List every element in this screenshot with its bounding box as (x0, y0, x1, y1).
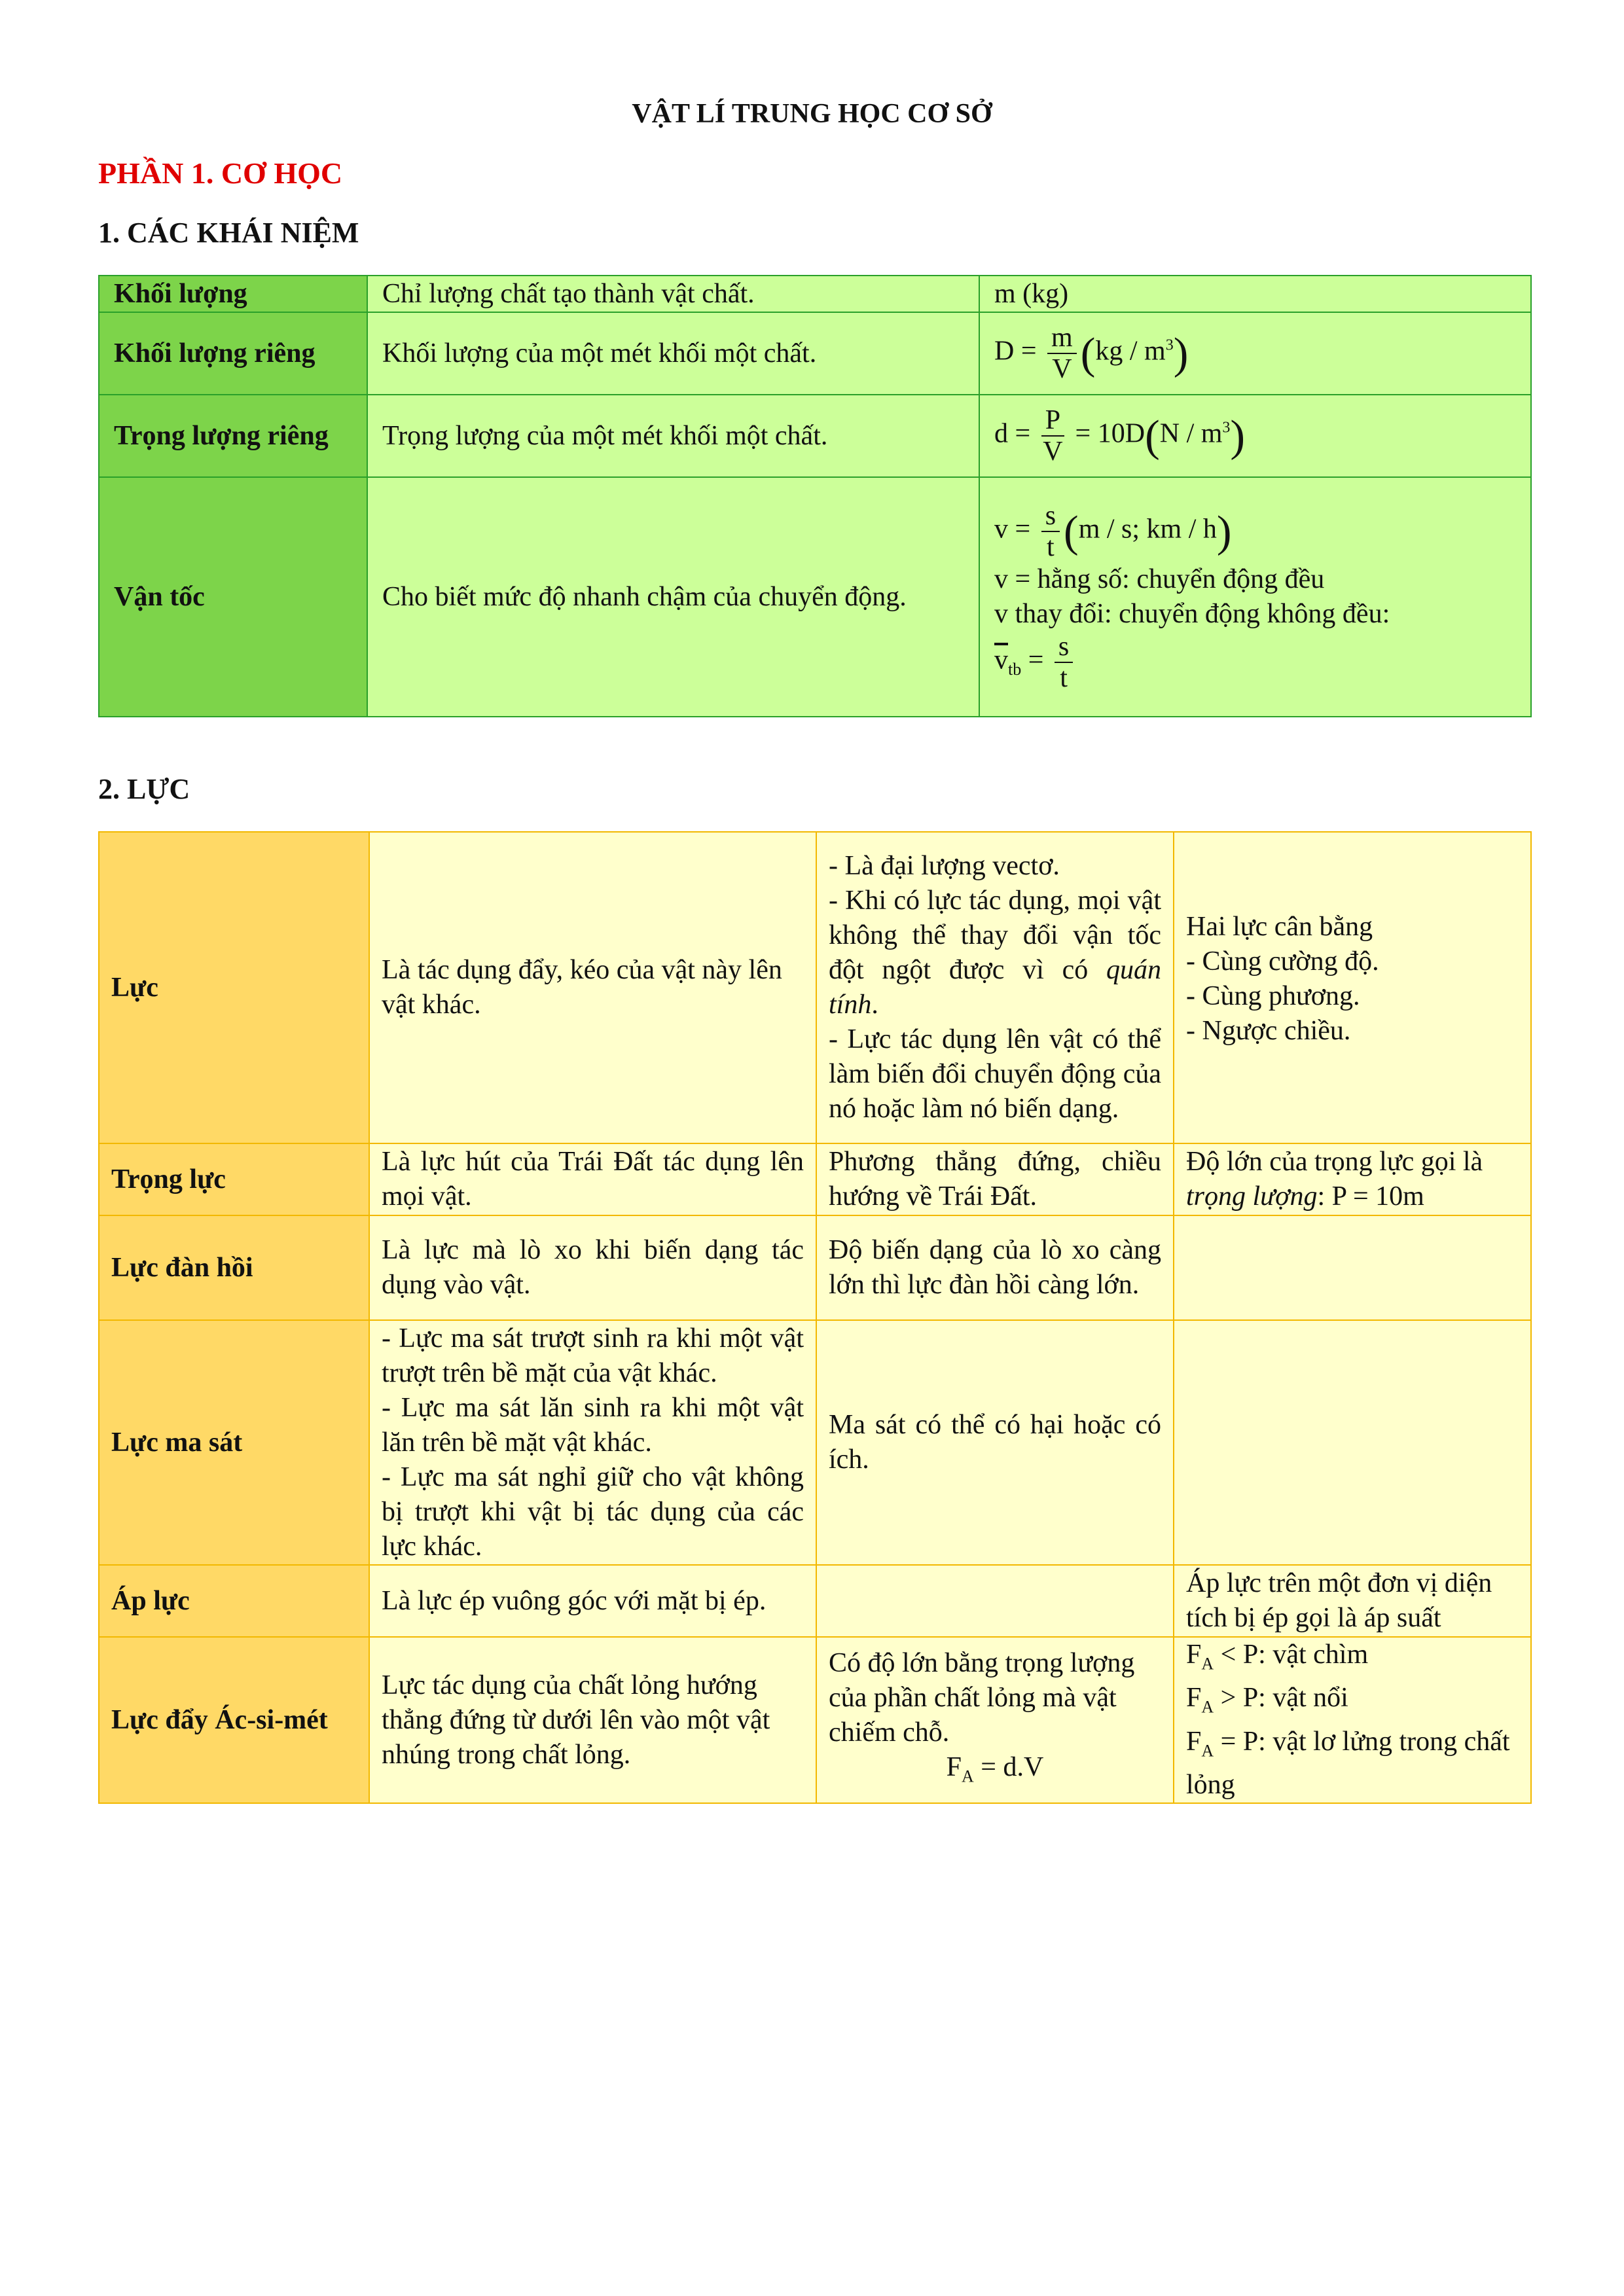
note-text: : P = 10m (1317, 1181, 1424, 1211)
desc-line: - Lực ma sát nghỉ giữ cho vật không bị trượt khi vật bị tác dụng của các lực khác. (382, 1462, 804, 1562)
property-line (829, 884, 1161, 1022)
formula-sub: A (962, 1767, 974, 1786)
table-row (99, 312, 1531, 395)
concepts-table (98, 275, 1532, 717)
avg-equals: = (1028, 645, 1044, 675)
desc-line: - Lực ma sát lăn sinh ra khi một vật lăn trên bề mặt vật khác. (382, 1392, 804, 1458)
table-row (99, 477, 1531, 717)
note-cell (1174, 1320, 1531, 1565)
forces-table (98, 831, 1532, 1804)
formula-cell: v = $\frac{s}{t}$ (m / s; km / h) v = hằng số: chuyển động đều v thay đổi: chuyển động không đều: $\overline{v}_{tb}$ = $\frac{s}{t}$ (979, 477, 1531, 717)
denominator: V (1052, 354, 1072, 384)
desc-cell (369, 1320, 816, 1565)
property-cell (816, 832, 1174, 1143)
term-cell: Áp lực (99, 1565, 369, 1637)
inertia-term: quán tính (829, 955, 1162, 1020)
denominator: V (1043, 437, 1063, 467)
table-row (99, 395, 1531, 477)
formula-lhs: D = (994, 336, 1037, 367)
note-text: < P: vật chìm (1214, 1640, 1369, 1670)
property-text: - Khi có lực tác dụng, mọi vật không thể thay đổi vận tốc đột ngột được vì có (829, 886, 1161, 985)
property-cell: Phương thẳng đứng, chiều hướng về Trái Đất. (816, 1143, 1174, 1215)
weight-term: trọng lượng (1186, 1181, 1318, 1211)
table-row (99, 1215, 1531, 1320)
table-row (99, 832, 1531, 1143)
term-cell: Khối lượng (99, 276, 367, 312)
formula-f: F (946, 1752, 962, 1783)
note-line: - Cùng phương. (1186, 981, 1360, 1011)
part-heading: PHẦN 1. CƠ HỌC (98, 156, 343, 190)
table-row (99, 1320, 1531, 1565)
property-cell (816, 1565, 1174, 1637)
section-heading-concepts: 1. CÁC KHÁI NIỆM (98, 217, 359, 249)
formula-cell: D = $\frac{m}{V}$ $(kg / m^3)$ (979, 312, 1531, 395)
note-line: - Ngược chiều. (1186, 1016, 1351, 1046)
section-heading-forces: 2. LỰC (98, 773, 190, 805)
formula-cell: m (kg) (979, 276, 1531, 312)
fraction (1041, 405, 1064, 467)
formula-unit: m / s; km / h (1078, 514, 1217, 545)
fraction (1047, 323, 1077, 384)
note-cell (1174, 1143, 1531, 1215)
property-line: Có độ lớn bằng trọng lượng của phần chất lỏng mà vật chiếm chỗ. (829, 1648, 1135, 1748)
property-text: . (871, 990, 878, 1020)
unit-exponent: 3 (1222, 419, 1231, 437)
term-cell: Trọng lượng riêng (99, 395, 367, 477)
fa-sub: A (1201, 1697, 1214, 1717)
note-text: Độ lớn của trọng lực gọi là (1186, 1147, 1483, 1177)
note-cell (1174, 1637, 1531, 1803)
numerator: s (1041, 501, 1060, 532)
fraction (1041, 501, 1060, 562)
property-cell: Độ biến dạng của lò xo càng lớn thì lực đàn hồi càng lớn. (816, 1215, 1174, 1320)
table-row (99, 1565, 1531, 1637)
term-cell: Lực đàn hồi (99, 1215, 369, 1320)
numerator: s (1055, 632, 1073, 663)
unit-exponent: 3 (1165, 336, 1174, 354)
desc-cell: Trọng lượng của một mét khối một chất. (367, 395, 979, 477)
note-cell (1174, 1215, 1531, 1320)
desc-line: - Lực ma sát trượt sinh ra khi một vật trượt trên bề mặt của vật khác. (382, 1323, 804, 1388)
uniform-motion-note: v = hằng số: chuyển động đều (994, 564, 1325, 594)
term-cell: Khối lượng riêng (99, 312, 367, 395)
formula-unit: N / m (1159, 418, 1223, 449)
term-cell: Trọng lực (99, 1143, 369, 1215)
fa-sub: A (1201, 1654, 1214, 1674)
denominator: t (1047, 532, 1055, 562)
property-line: - Là đại lượng vectơ. (829, 851, 1060, 881)
desc-cell: Là lực hút của Trái Đất tác dụng lên mọi vật. (369, 1143, 816, 1215)
term-cell: Lực (99, 832, 369, 1143)
term-cell: Vận tốc (99, 477, 367, 717)
table-row (99, 276, 1531, 312)
desc-cell: Là tác dụng đẩy, kéo của vật này lên vật khác. (369, 832, 816, 1143)
note-cell (1174, 832, 1531, 1143)
formula-lhs: v = (994, 514, 1031, 545)
formula-rhs: = d.V (973, 1752, 1044, 1783)
fa-symbol: F (1186, 1683, 1202, 1713)
desc-cell: Chỉ lượng chất tạo thành vật chất. (367, 276, 979, 312)
avg-velocity-symbol: $\overline{v}$ (994, 645, 1008, 675)
fa-sub: A (1201, 1741, 1214, 1761)
fa-symbol: F (1186, 1726, 1202, 1757)
term-cell: Lực đẩy Ác-si-mét (99, 1637, 369, 1803)
note-cell: Áp lực trên một đơn vị diện tích bị ép gọi là áp suất (1174, 1565, 1531, 1637)
table-row (99, 1637, 1531, 1803)
denominator: t (1060, 663, 1068, 693)
note-text: = P: vật lơ lửng trong chất lỏng (1186, 1726, 1510, 1801)
desc-cell: Khối lượng của một mét khối một chất. (367, 312, 979, 395)
formula-mid: = 10D (1075, 418, 1146, 449)
page-title: VẬT LÍ TRUNG HỌC CƠ SỞ (632, 99, 992, 129)
note-text: > P: vật nổi (1214, 1683, 1348, 1713)
formula-lhs: d = (994, 418, 1031, 449)
term-cell: Lực ma sát (99, 1320, 369, 1565)
fraction (1055, 632, 1073, 693)
fa-symbol: F (1186, 1640, 1202, 1670)
nonuniform-motion-note: v thay đổi: chuyển động không đều: (994, 599, 1390, 629)
avg-velocity-subscript: tb (1008, 660, 1022, 679)
note-line: - Cùng cường độ. (1186, 946, 1379, 977)
desc-cell: Lực tác dụng của chất lỏng hướng thẳng đứng từ dưới lên vào một vật nhúng trong chất lỏng. (369, 1637, 816, 1803)
desc-cell: Là lực ép vuông góc với mặt bị ép. (369, 1565, 816, 1637)
formula-cell: d = $\frac{P}{V}$ = $10D(N / m^3)$ (979, 395, 1531, 477)
desc-cell: Là lực mà lò xo khi biến dạng tác dụng vào vật. (369, 1215, 816, 1320)
numerator: P (1041, 405, 1064, 437)
numerator: m (1047, 323, 1077, 354)
property-cell: Ma sát có thể có hại hoặc có ích. (816, 1320, 1174, 1565)
property-line: - Lực tác dụng lên vật có thể làm biến đổi chuyển động của nó hoặc làm nó biến dạng. (829, 1024, 1161, 1124)
note-line: Hai lực cân bằng (1186, 912, 1373, 942)
property-cell (816, 1637, 1174, 1803)
formula-unit: kg / m (1095, 336, 1166, 367)
desc-cell: Cho biết mức độ nhanh chậm của chuyển động. (367, 477, 979, 717)
table-row (99, 1143, 1531, 1215)
